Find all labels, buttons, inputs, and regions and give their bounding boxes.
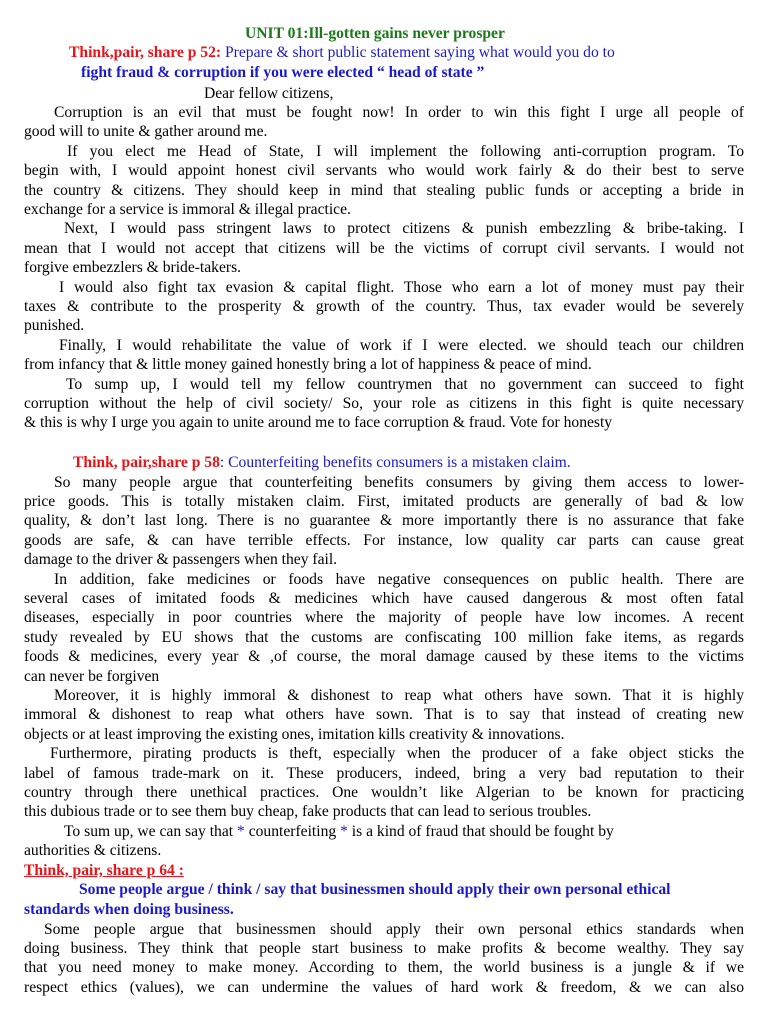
s3-line: Some people argue that businessmen should apply their own personal ethics standards when — [44, 921, 744, 938]
section3-ref: Think, pair, share p 64 : — [24, 862, 184, 879]
star-mark: * — [237, 823, 245, 840]
s3-line: that you need money to make money. According to them, the world business is a jungle & if we — [24, 959, 744, 976]
s2-line: goods are safe, & can have terrible effects. For instance, low quality car parts can cause great — [24, 532, 744, 549]
section1-heading-text-1: Prepare & short public statement saying what would you do to — [221, 44, 615, 61]
s1-line: taxes & contribute to the prosperity & growth of the country. Thus, tax evader would be severely — [24, 298, 744, 315]
s1-line: from infancy that & little money gained honestly bring a lot of happiness & peace of mind. — [24, 356, 592, 373]
s2-line: several cases of imitated foods & medicines which have caused dangerous & most often fatal — [24, 590, 744, 607]
s2-line: study revealed by EU shows that the customs are confiscating 100 million fake items, as regards — [24, 629, 744, 646]
s1-line: begin with, I would appoint honest civil servants who would work fairly & do their best to serve — [24, 162, 744, 179]
s2-line: can never be forgiven — [24, 668, 160, 685]
s1-line: the country & citizens. They should keep in mind that stealing public funds or accepting a bride in — [24, 182, 744, 199]
s2-line: quality, & don’t last long. There is no guarantee & more importantly there is no assurance that fake — [24, 512, 744, 529]
s1-line: exchange for a service is immoral & illegal practice. — [24, 201, 351, 218]
s1-line: good will to unite & gather around me. — [24, 123, 268, 140]
s1-line: If you elect me Head of State, I will implement the following anti-corruption program. To — [67, 143, 744, 160]
s2-line: objects or at least improving the existing ones, imitation kills creativity & innovations. — [24, 726, 565, 743]
s1-line: punished. — [24, 317, 85, 334]
s1-line: Corruption is an evil that must be fought now! In order to win this fight I urge all people of — [54, 104, 744, 121]
star-mark: * — [340, 823, 348, 840]
s1-line: To sump up, I would tell my fellow countrymen that no government can succeed to fight — [66, 376, 744, 393]
s2-conclusion-mid: counterfeiting — [244, 823, 341, 840]
s1-line: I would also fight tax evasion & capital flight. Those who earn a lot of money must pay their — [59, 279, 744, 296]
s2-line: foods & medicines, every year & ,of course, the moral damage caused by these items to the victims — [24, 648, 744, 665]
section3-heading-text-1: Some people argue / think / say that businessmen should apply their own personal ethical — [79, 881, 671, 898]
s3-line: doing business. They think that people start business to make profits & become wealthy. They say — [24, 940, 744, 957]
s2-line: diseases, especially in poor countries where the majority of people have low incomes. A recent — [24, 609, 744, 626]
section3-heading-text-2: standards when doing business. — [24, 901, 234, 918]
s2-line: Moreover, it is highly immoral & dishonest to reap what others have sown. That it is highly — [54, 687, 744, 704]
s2-line: immoral & dishonest to reap what others have sown. That is to say that instead of creating new — [24, 706, 744, 723]
section1-ref: Think,pair, share p 52: — [69, 44, 222, 61]
s2-line: In addition, fake medicines or foods have negative consequences on public health. There are — [54, 571, 744, 588]
s1-line: & this is why I urge you again to unite around me to face corruption & fraud. Vote for honesty — [24, 414, 613, 431]
s2-line: country through there unethical practices. One wouldn’t like Algerian to be known for practicing — [24, 784, 744, 801]
s2-line: label of famous trade-mark on it. These producers, indeed, bring a very bad reputation to their — [24, 765, 744, 782]
s1-line: Finally, I would rehabilitate the value of work if I were elected. we should teach our children — [59, 337, 744, 354]
s2-conclusion-post: is a kind of fraud that should be fought by — [347, 823, 614, 840]
unit-title: UNIT 01:Ill-gotten gains never prosper — [245, 25, 505, 42]
section2-heading — [73, 453, 744, 472]
s2-conclusion-pre: To sum up, we can say that — [64, 823, 238, 840]
s2-line: price goods. This is totally mistaken claim. First, imitated products are generally of bad & low — [24, 493, 744, 510]
s2-line: So many people argue that counterfeiting benefits consumers by giving them access to lower- — [54, 474, 744, 491]
s1-line: forgive embezzlers & bride-takers. — [24, 259, 242, 276]
section1-heading — [69, 43, 744, 62]
section1-heading-text-2: fight fraud & corruption if you were elected “ head of state ” — [81, 64, 485, 81]
section2-heading-text: : Counterfeiting benefits consumers is a mistaken claim. — [219, 454, 571, 471]
salutation: Dear fellow citizens, — [204, 85, 334, 102]
s2-line: Furthermore, pirating products is theft, especially when the producer of a fake object sticks the — [50, 745, 744, 762]
s2-line: authorities & citizens. — [24, 842, 162, 859]
s3-line: respect ethics (values), we can undermine the values of hard work & freedom, & we can also — [24, 979, 744, 996]
section2-ref: Think, pair,share p 58 — [73, 454, 220, 471]
s1-line: Next, I would pass stringent laws to protect citizens & punish embezzling & bribe-taking. I — [64, 220, 744, 237]
s2-conclusion — [64, 822, 744, 841]
s2-line: this dubious trade or to see them buy cheap, fake products that can lead to serious troubles. — [24, 803, 592, 820]
s1-line: mean that I would not accept that citizens will be the victims of corrupt civil servants. I would not — [24, 240, 744, 257]
s2-line: damage to the driver & passengers when they fail. — [24, 551, 338, 568]
s1-line: corruption without the help of civil society/ So, your role as citizens in this fight is quite necessary — [24, 395, 744, 412]
